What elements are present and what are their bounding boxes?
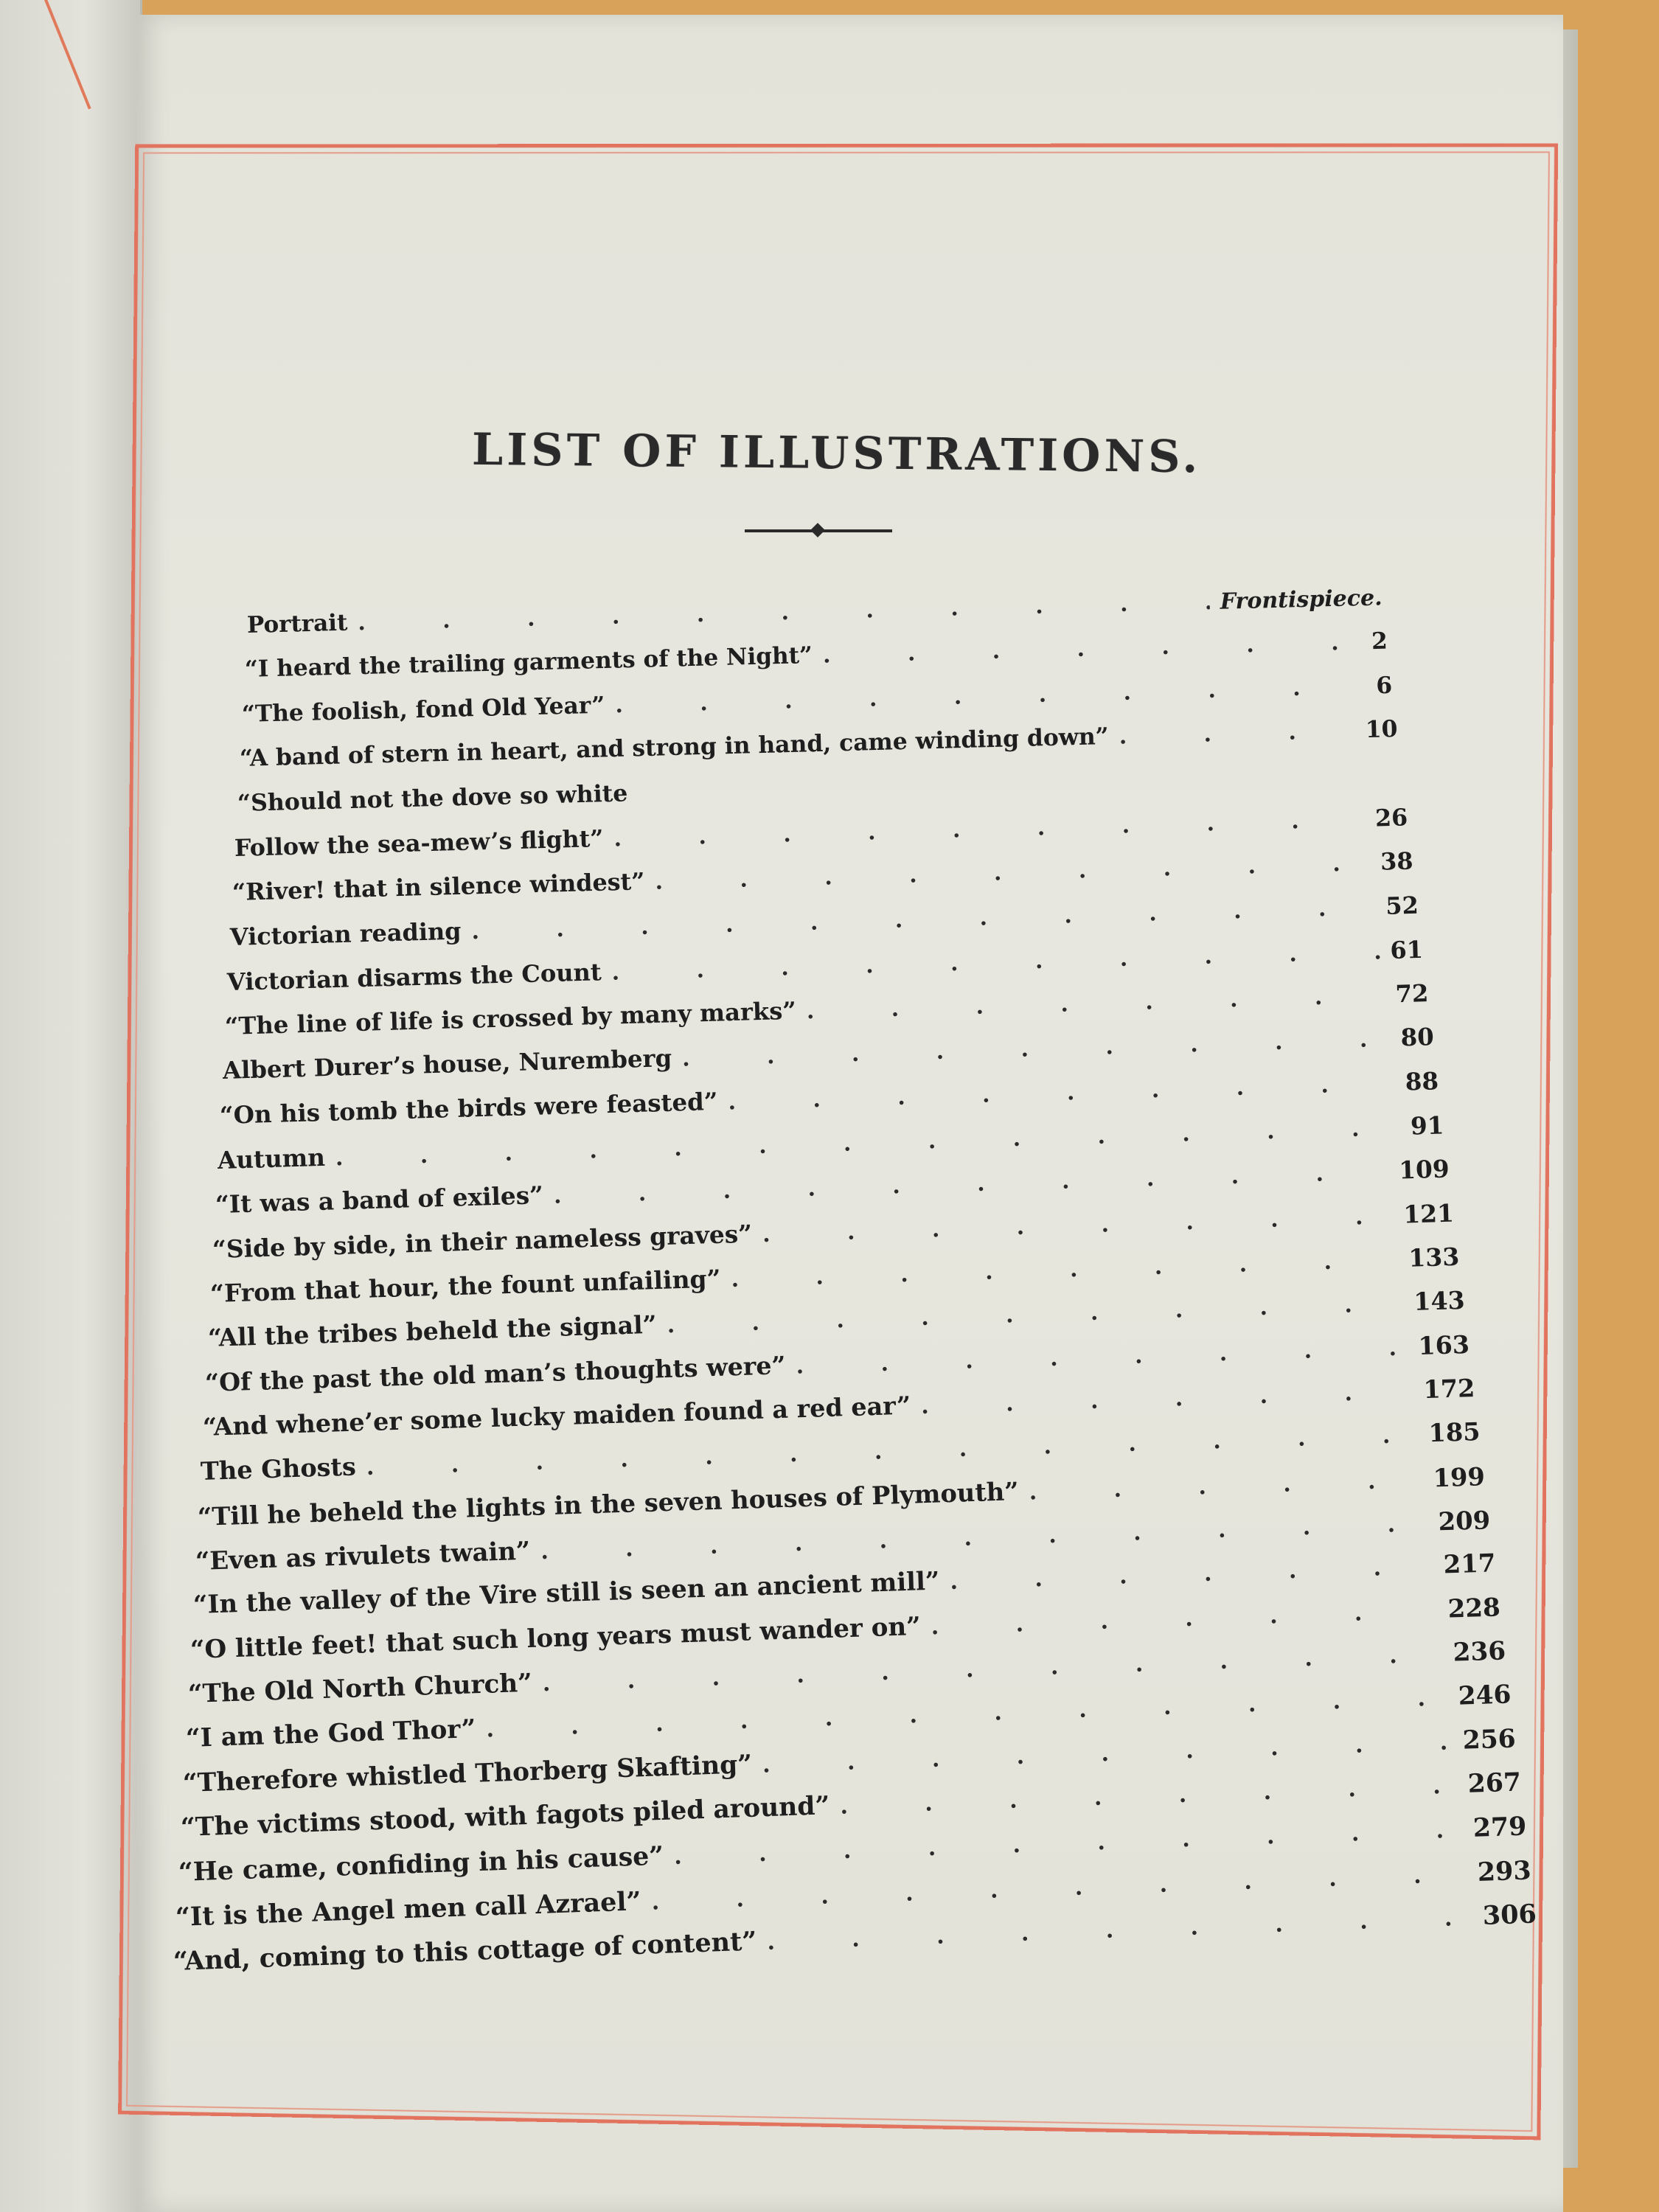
page-number: 91 xyxy=(1410,1110,1444,1141)
page-number: 6 xyxy=(1376,672,1393,699)
illustration-title: “In the valley of the Vire still is seen an ancient mill” xyxy=(192,1566,940,1621)
dot-leader xyxy=(921,1379,1413,1419)
illustration-title: “On his tomb the birds were feasted” xyxy=(219,1087,719,1130)
illustration-title: “Therefore whistled Thorberg Skafting” xyxy=(182,1749,754,1798)
page-number: 228 xyxy=(1447,1592,1501,1624)
dot-leader xyxy=(731,1247,1399,1293)
page-number: 209 xyxy=(1437,1505,1491,1537)
illustration-title: “The victims stood, with fagots piled around” xyxy=(180,1791,831,1843)
page-number: 26 xyxy=(1374,803,1408,832)
dot-leader xyxy=(358,589,1210,636)
illustration-title: “The Old North Church” xyxy=(187,1668,533,1709)
list-item xyxy=(244,628,1388,683)
illustration-title: “All the tribes beheld the signal” xyxy=(207,1310,657,1353)
illustration-title: Autumn xyxy=(217,1142,326,1175)
dot-leader xyxy=(840,1773,1458,1819)
page-number: 72 xyxy=(1395,978,1429,1009)
list-item xyxy=(242,672,1393,727)
page-number: 199 xyxy=(1433,1461,1486,1492)
illustration-title: “Of the past the old man’s thoughts were” xyxy=(204,1350,787,1397)
page-number: 61 xyxy=(1390,935,1424,964)
illustration-title: “River! that in silence windest” xyxy=(232,868,645,906)
dot-leader xyxy=(796,1335,1408,1379)
illustration-title: The Ghosts xyxy=(200,1452,357,1486)
dot-leader xyxy=(553,1159,1388,1209)
page-number: 306 xyxy=(1482,1899,1537,1931)
page-number: 109 xyxy=(1398,1154,1450,1185)
page-title: LIST OF ILLUSTRATIONS. xyxy=(471,423,1202,484)
illustration-title: “It was a band of exiles” xyxy=(215,1180,544,1220)
illustration-title: “It is the Angel men call Azrael” xyxy=(175,1885,642,1933)
page-number: 2 xyxy=(1371,627,1388,655)
illustration-title: “O little feet! that such long years must wander on” xyxy=(189,1611,922,1665)
page-number: 163 xyxy=(1418,1329,1470,1360)
list-item xyxy=(247,584,1382,639)
illustration-title: “Side by side, in their nameless graves” xyxy=(212,1219,753,1264)
illustration-title: “The foolish, fond Old Year” xyxy=(241,692,606,728)
illustration-title: “He came, confiding in his cause” xyxy=(177,1840,664,1888)
dot-leader xyxy=(667,1291,1404,1339)
illustration-title: “Till he beheld the lights in the seven houses of Plymouth” xyxy=(197,1475,1020,1531)
page-number: 143 xyxy=(1413,1286,1465,1317)
dot-leader xyxy=(655,850,1371,895)
dot-leader xyxy=(931,1598,1438,1640)
page-number: 185 xyxy=(1427,1417,1481,1448)
page-number: 256 xyxy=(1462,1724,1517,1756)
page-number: 80 xyxy=(1399,1023,1434,1052)
illustration-title: “The line of life is crossed by many marks” xyxy=(224,996,797,1040)
page-number: 267 xyxy=(1467,1767,1522,1799)
illustration-title: Follow the sea-mew’s flight” xyxy=(234,824,605,862)
dot-leader xyxy=(471,895,1376,945)
illustration-title: Portrait xyxy=(246,609,348,639)
page-number: 217 xyxy=(1442,1548,1496,1580)
dot-leader xyxy=(681,1026,1391,1072)
page-number: 236 xyxy=(1453,1636,1506,1668)
illustration-title: “I heard the trailing garments of the Night” xyxy=(244,642,813,684)
illustration-title: Albert Durer’s house, Nuremberg xyxy=(222,1044,672,1085)
page-number: 52 xyxy=(1385,891,1419,921)
dot-leader xyxy=(615,673,1366,718)
illustration-title: “I am the God Thor” xyxy=(184,1714,476,1754)
page-number: 121 xyxy=(1403,1198,1455,1229)
dot-leader xyxy=(728,1071,1395,1116)
illustration-title: “Even as rivulets twain” xyxy=(195,1535,531,1576)
page-number: 10 xyxy=(1365,715,1398,744)
dot-leader xyxy=(1119,717,1355,749)
dot-leader xyxy=(762,1203,1394,1248)
page-number: 38 xyxy=(1380,847,1413,876)
illustration-title: Victorian disarms the Count xyxy=(226,957,602,996)
illustration-title: “And whene’er some lucky maiden found a red ear” xyxy=(202,1391,911,1441)
page-number: 133 xyxy=(1408,1242,1460,1273)
dot-leader xyxy=(1029,1467,1423,1505)
dot-leader xyxy=(767,1905,1473,1955)
dot-leader xyxy=(762,1729,1453,1778)
illustration-title: “From that hour, the fount unfailing” xyxy=(209,1264,722,1308)
page-number: 88 xyxy=(1405,1066,1439,1096)
dot-leader xyxy=(950,1554,1433,1595)
illustration-title: “Should not the dove so white xyxy=(237,779,628,818)
page-number: 279 xyxy=(1472,1811,1527,1844)
page-number: 246 xyxy=(1457,1680,1512,1712)
page-number: Frontispiece. xyxy=(1220,585,1382,615)
dot-leader xyxy=(613,807,1366,852)
illustration-title: “And, coming to this cottage of content” xyxy=(173,1926,758,1977)
page-number: 172 xyxy=(1422,1373,1475,1405)
dot-leader xyxy=(611,939,1380,985)
illustration-title: “A band of stern in heart, and strong in hand, came winding down” xyxy=(239,723,1110,772)
dot-leader xyxy=(806,983,1385,1025)
illustration-title: Victorian reading xyxy=(229,917,462,952)
dot-leader xyxy=(822,630,1361,669)
page-number: 293 xyxy=(1477,1855,1532,1888)
